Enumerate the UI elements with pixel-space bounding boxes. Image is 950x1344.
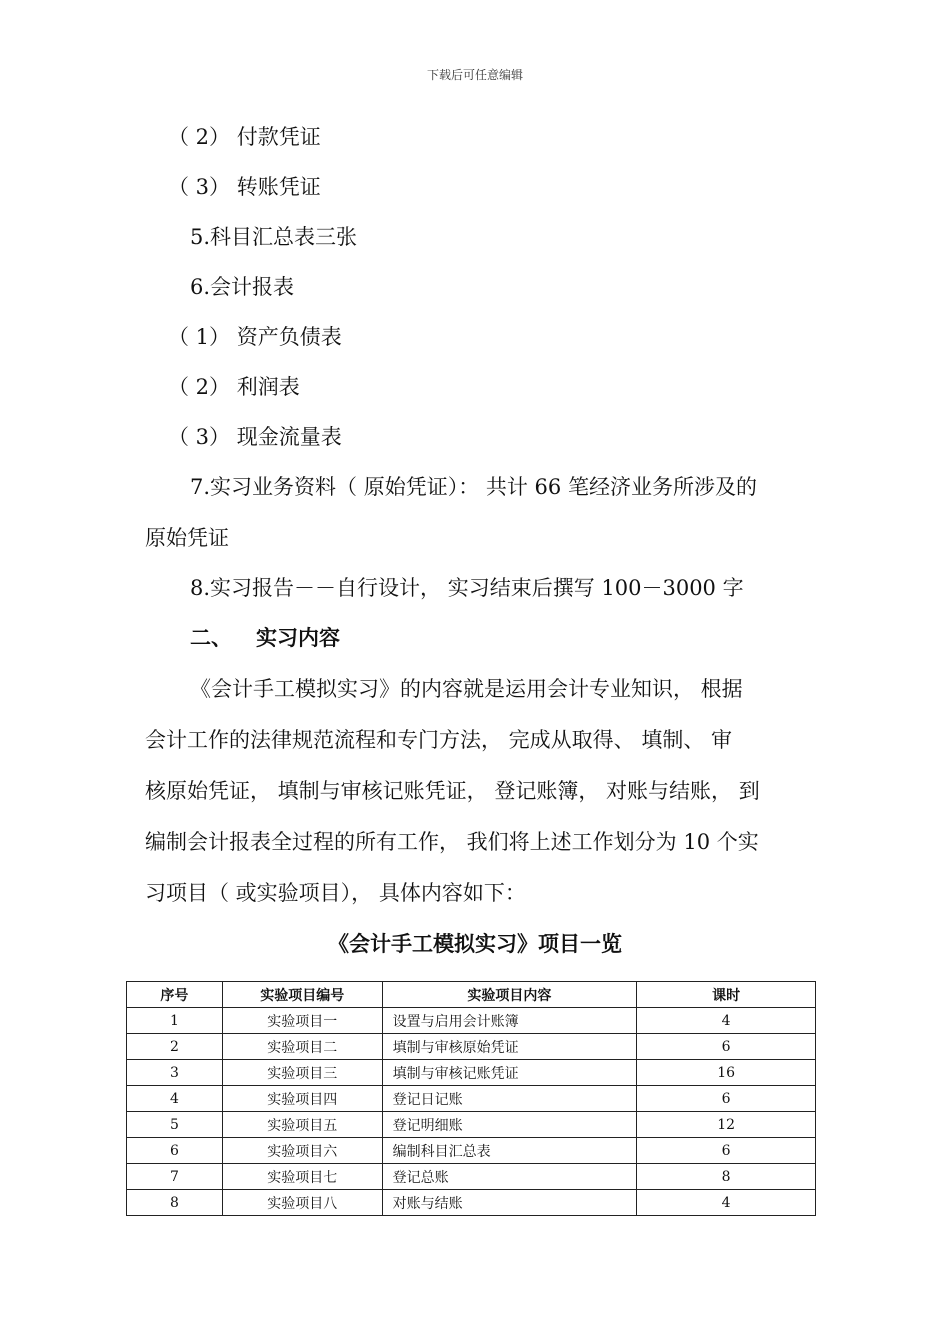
table-row [127, 1164, 816, 1190]
cell-index: 6 [127, 1138, 223, 1164]
header-code: 实验项目编号 [222, 982, 382, 1008]
table-title: 《会计手工模拟实习》项目一览 [328, 932, 622, 956]
cell-index: 1 [127, 1008, 223, 1034]
paragraph-line: 核原始凭证， 填制与审核记账凭证， 登记账簿， 对账与结账， 到 [145, 779, 760, 803]
cell-hours: 4 [637, 1190, 816, 1216]
cell-content: 设置与启用会计账簿 [382, 1008, 637, 1034]
table-row [127, 1034, 816, 1060]
cell-content: 登记总账 [382, 1164, 637, 1190]
cell-code: 实验项目七 [222, 1164, 382, 1190]
table-row [127, 1138, 816, 1164]
list-item: 5.科目汇总表三张 [190, 225, 358, 249]
cell-index: 5 [127, 1112, 223, 1138]
cell-content: 登记明细账 [382, 1112, 637, 1138]
cell-code: 实验项目八 [222, 1190, 382, 1216]
header-hours: 课时 [637, 982, 816, 1008]
paragraph-line: 编制会计报表全过程的所有工作， 我们将上述工作划分为 10 个实 [145, 830, 759, 854]
paragraph-line: 习项目（ 或实验项目）， 具体内容如下： [145, 881, 526, 905]
list-item: 7.实习业务资料（ 原始凭证）： 共计 66 笔经济业务所涉及的 [190, 475, 757, 499]
table-row [127, 1086, 816, 1112]
list-item: （ 1） 资产负债表 [168, 325, 342, 349]
page-header: 下载后可任意编辑 [426, 68, 523, 82]
cell-hours: 16 [637, 1060, 816, 1086]
header-content: 实验项目内容 [382, 982, 637, 1008]
cell-index: 8 [127, 1190, 223, 1216]
cell-code: 实验项目六 [222, 1138, 382, 1164]
cell-code: 实验项目二 [222, 1034, 382, 1060]
cell-hours: 6 [637, 1034, 816, 1060]
cell-content: 填制与审核原始凭证 [382, 1034, 637, 1060]
cell-code: 实验项目四 [222, 1086, 382, 1112]
cell-content: 填制与审核记账凭证 [382, 1060, 637, 1086]
project-table [126, 981, 816, 1216]
section-number: 二、 [190, 626, 232, 650]
table-row [127, 1060, 816, 1086]
list-item: 原始凭证 [145, 526, 229, 550]
cell-hours: 6 [637, 1086, 816, 1112]
cell-hours: 8 [637, 1164, 816, 1190]
cell-index: 3 [127, 1060, 223, 1086]
paragraph-line: 会计工作的法律规范流程和专门方法， 完成从取得、 填制、 审 [145, 728, 733, 752]
cell-content: 编制科目汇总表 [382, 1138, 637, 1164]
table-row [127, 1112, 816, 1138]
list-item: 8.实习报告－－自行设计， 实习结束后撰写 100－3000 字 [190, 576, 744, 600]
list-item: （ 2） 利润表 [168, 375, 300, 399]
cell-index: 7 [127, 1164, 223, 1190]
section-title: 实习内容 [256, 626, 340, 650]
cell-index: 4 [127, 1086, 223, 1112]
list-item: （ 2） 付款凭证 [168, 125, 321, 149]
list-item: （ 3） 现金流量表 [168, 425, 342, 449]
table-row [127, 1008, 816, 1034]
cell-code: 实验项目五 [222, 1112, 382, 1138]
cell-hours: 12 [637, 1112, 816, 1138]
list-item: 6.会计报表 [190, 275, 295, 299]
header-index: 序号 [127, 982, 223, 1008]
paragraph-line: 《会计手工模拟实习》的内容就是运用会计专业知识， 根据 [190, 677, 743, 701]
cell-content: 登记日记账 [382, 1086, 637, 1112]
cell-code: 实验项目一 [222, 1008, 382, 1034]
section-heading [190, 624, 340, 652]
cell-code: 实验项目三 [222, 1060, 382, 1086]
cell-hours: 4 [637, 1008, 816, 1034]
table-header-row [127, 982, 816, 1008]
cell-hours: 6 [637, 1138, 816, 1164]
cell-content: 对账与结账 [382, 1190, 637, 1216]
list-item: （ 3） 转账凭证 [168, 175, 321, 199]
table-row [127, 1190, 816, 1216]
cell-index: 2 [127, 1034, 223, 1060]
